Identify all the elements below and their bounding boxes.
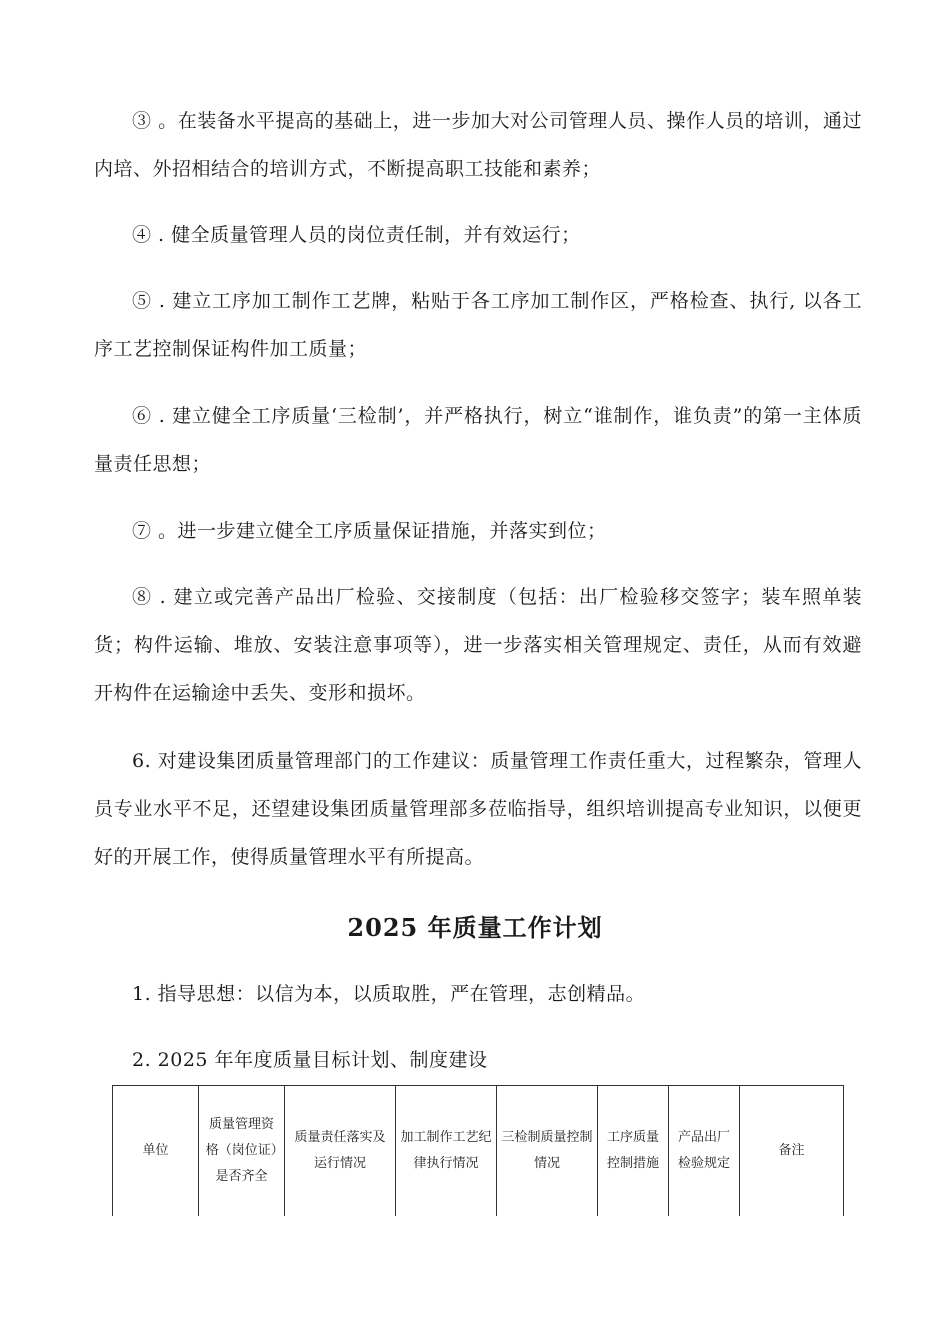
header-process-discipline: 加工制作工艺纪律执行情况 — [396, 1086, 497, 1217]
paragraph-suggestion: 6. 对建设集团质量管理部门的工作建议：质量管理工作责任重大，过程繁杂，管理人员专业水平不足，还望建设集团质量管理部多莅临指导，组织培训提高专业知识，以便更好的开展工作，使得质量管理水平有所提高。 — [94, 750, 862, 868]
plan-item-guiding-idea: 1. 指导思想：以信为本，以质取胜，严在管理，志创精品。 — [132, 983, 646, 1005]
header-responsibility: 质量责任落实及运行情况 — [285, 1086, 396, 1217]
plan-title: 2025 年质量工作计划 — [347, 913, 603, 942]
header-process-control: 工序质量控制措施 — [598, 1086, 669, 1217]
paragraph-item-5: ⑤ . 建立工序加工制作工艺牌，粘贴于各工序加工制作区，严格检查、执行, 以各工序工艺控制保证构件加工质量； — [94, 290, 862, 360]
paragraph-item-3: ③ 。在装备水平提高的基础上，进一步加大对公司管理人员、操作人员的培训，通过内培、外招相结合的培训方式，不断提高职工技能和素养； — [94, 110, 862, 180]
plan-item-targets: 2. 2025 年年度质量目标计划、制度建设 — [132, 1049, 488, 1071]
header-qualification: 质量管理资格（岗位证）是否齐全 — [199, 1086, 285, 1217]
paragraph-item-7: ⑦ 。进一步建立健全工序质量保证措施，并落实到位； — [132, 520, 607, 542]
header-unit: 单位 — [113, 1086, 199, 1217]
header-remarks: 备注 — [740, 1086, 844, 1217]
paragraph-item-6: ⑥ . 建立健全工序质量‘三检制’，并严格执行，树立“谁制作，谁负责”的第一主体质量责任思想； — [94, 405, 862, 475]
table-header-row — [113, 1086, 844, 1217]
header-three-checks: 三检制质量控制情况 — [497, 1086, 598, 1217]
header-outgoing-inspection: 产品出厂检验规定 — [669, 1086, 740, 1217]
paragraph-item-8: ⑧ . 建立或完善产品出厂检验、交接制度（包括：出厂检验移交签字；装车照单装货；构件运输、堆放、安装注意事项等），进一步落实相关管理规定、责任，从而有效避开构件在运输途中丢失、变形和损坏。 — [94, 586, 862, 704]
quality-plan-table — [112, 1085, 844, 1216]
paragraph-item-4: ④ . 健全质量管理人员的岗位责任制，并有效运行； — [132, 224, 581, 246]
